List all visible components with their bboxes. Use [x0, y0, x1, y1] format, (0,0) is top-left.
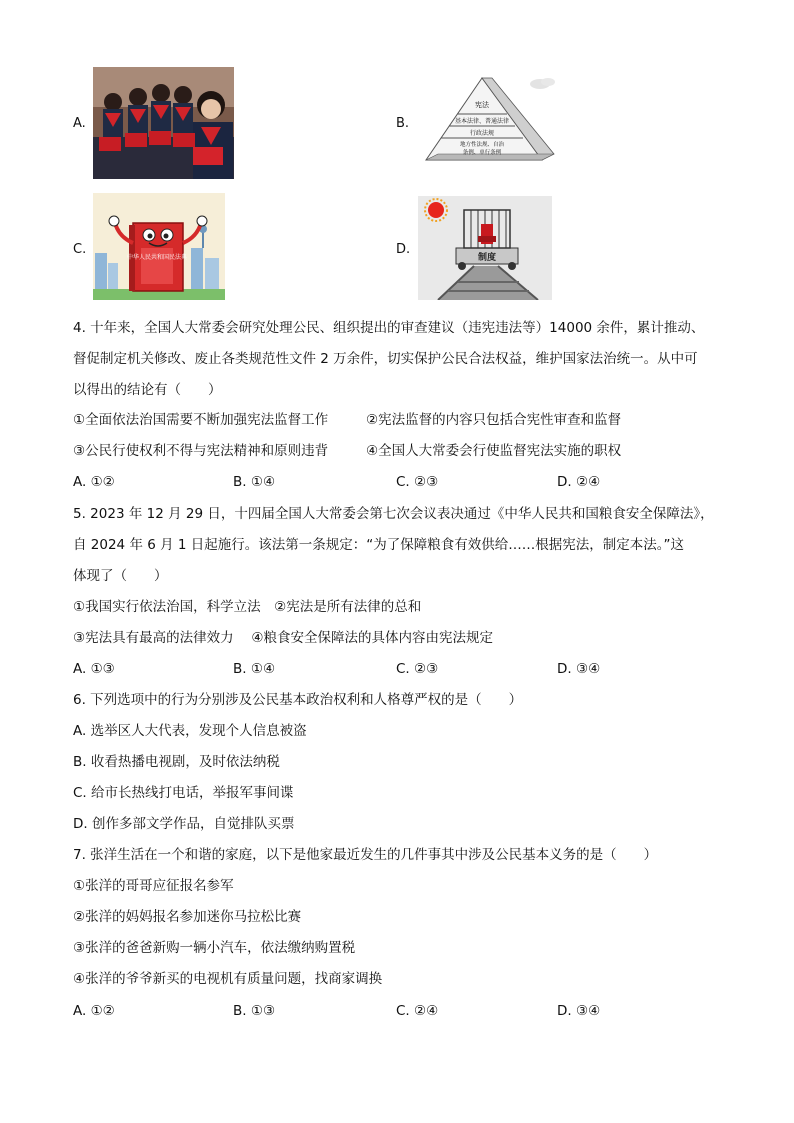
q5-choice-a[interactable]: A. ①③ — [73, 661, 115, 677]
option-label-b: B. — [396, 116, 410, 131]
q7-choice-c[interactable]: C. ②④ — [396, 1003, 439, 1019]
q6-option-a[interactable]: A. 选举区人大代表，发现个人信息被盗 — [73, 723, 307, 739]
q4-choice-b[interactable]: B. ①④ — [233, 474, 276, 490]
pyramid-tier-2: 基本法律、普通法律 — [454, 118, 510, 125]
q4-statement-2: ②宪法监督的内容只包括合宪性审查和监督 — [366, 412, 622, 428]
q4-stem-line-1: 4. 十年来，全国人大常委会研究处理公民、组织提出的审查建议（违宪违法等）14000 余件，累计推动、 — [73, 320, 705, 336]
q5-stem-line-3: 体现了（ ） — [73, 568, 168, 584]
q4-choice-d[interactable]: D. ②④ — [557, 474, 601, 490]
q4-statement-4: ④全国人大常委会行使监督宪法实施的职权 — [366, 443, 622, 459]
q5-stem-line-1: 5. 2023 年 12 月 29 日，十四届全国人大常委会第七次会议表决通过《中华人民共和国粮食安全保障法》， — [73, 506, 714, 522]
q4-choice-a[interactable]: A. ①② — [73, 474, 115, 490]
q5-stem-line-2: 自 2024 年 6 月 1 日起施行。该法第一条规定：“为了保障粮食有效供给……根据宪法，制定本法。”这 — [73, 537, 685, 553]
q4-statement-1: ①全面依法治国需要不断加强宪法监督工作 — [73, 412, 329, 428]
q7-statement-4: ④张洋的爷爷新买的电视机有质量问题，找商家调换 — [73, 971, 383, 987]
q7-choice-d[interactable]: D. ③④ — [557, 1003, 601, 1019]
q7-stem: 7. 张洋生活在一个和谐的家庭，以下是他家最近发生的几件事其中涉及公民基本义务的是（ ） — [73, 847, 658, 863]
q5-choice-b[interactable]: B. ①④ — [233, 661, 276, 677]
q7-choice-b[interactable]: B. ①③ — [233, 1003, 276, 1019]
pyramid-tier-1: 宪法 — [475, 101, 489, 109]
pyramid-tier-5: 条例、单行条例 — [462, 150, 502, 156]
option-label-a: A. — [73, 116, 86, 131]
q5-statements-1-2: ①我国实行依法治国，科学立法 ②宪法是所有法律的总和 — [73, 599, 422, 615]
q5-choice-c[interactable]: C. ②③ — [396, 661, 439, 677]
option-label-d: D. — [396, 242, 411, 257]
q4-stem-line-3: 以得出的结论有（ ） — [73, 382, 222, 398]
q5-choice-d[interactable]: D. ③④ — [557, 661, 601, 677]
q4-statement-3: ③公民行使权利不得与宪法精神和原则违背 — [73, 443, 329, 459]
q7-statement-1: ①张洋的哥哥应征报名参军 — [73, 878, 234, 894]
power-cage-image — [418, 196, 552, 300]
q6-option-c[interactable]: C. 给市长热线打电话，举报军事间谍 — [73, 785, 294, 801]
q6-option-b[interactable]: B. 收看热播电视剧，及时依法纳税 — [73, 754, 280, 770]
pyramid-tier-3: 行政法规 — [469, 130, 495, 137]
q4-stem-line-2: 督促制定机关修改、废止各类规范性文件 2 万余件，切实保护公民合法权益，维护国家法治统一。从中可 — [73, 351, 698, 367]
students-reading-image — [93, 67, 234, 179]
q7-statement-2: ②张洋的妈妈报名参加迷你马拉松比赛 — [73, 909, 302, 925]
civil-code-cartoon-image — [93, 193, 225, 300]
q6-option-d[interactable]: D. 创作多部文学作品，自觉排队买票 — [73, 816, 295, 832]
law-pyramid-image — [418, 72, 558, 172]
q6-stem: 6. 下列选项中的行为分别涉及公民基本政治权利和人格尊严权的是（ ） — [73, 692, 523, 708]
q4-choice-c[interactable]: C. ②③ — [396, 474, 439, 490]
q7-choice-a[interactable]: A. ①② — [73, 1003, 115, 1019]
cart-sign-text: 制度 — [477, 253, 497, 263]
civil-code-book-title: 中华人民共和国民法典 — [126, 254, 188, 261]
q5-statements-3-4: ③宪法具有最高的法律效力 ④粮食安全保障法的具体内容由宪法规定 — [73, 630, 493, 646]
q7-statement-3: ③张洋的爸爸新购一辆小汽车，依法缴纳购置税 — [73, 940, 356, 956]
option-label-c: C. — [73, 242, 87, 257]
pyramid-tier-4: 地方性法规、自治 — [459, 142, 505, 148]
